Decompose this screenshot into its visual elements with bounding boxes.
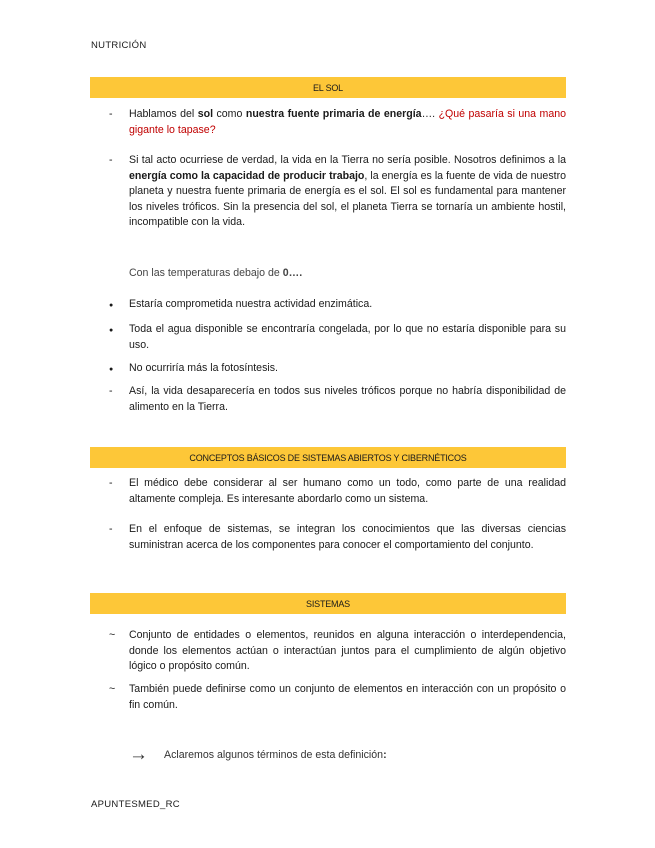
section-title-conceptos: CONCEPTOS BÁSICOS DE SISTEMAS ABIERTOS Y CIBERNÉTICOS (90, 447, 566, 468)
dash-marker: - (109, 477, 113, 489)
list-item (109, 522, 566, 553)
highlighted-question: ¿Qué pasaría si una mano gigante lo tapase? (129, 108, 567, 136)
list-item (109, 476, 566, 507)
item-text: También puede definirse como un conjunto de elementos en interacción con un propósito o fin común. (129, 683, 566, 711)
dash-marker: - (109, 154, 113, 166)
temperature-intro: Con las temperaturas debajo de 0…. (129, 267, 303, 279)
dash-marker: - (109, 108, 113, 120)
item-text: En el enfoque de sistemas, se integran los conocimientos que las diversas ciencias suministran acerca de los componentes para conocer el comportamiento del conjunto. (129, 523, 566, 551)
item-text: No ocurriría más la fotosíntesis. (129, 362, 278, 374)
item-text: El médico debe considerar al ser humano como un todo, como parte de una realidad altamente compleja. Es interesante abordarlo como un sistema. (129, 477, 566, 505)
list-item (109, 361, 566, 377)
tilde-marker: ~ (109, 683, 116, 695)
document-footer: APUNTESMED_RC (91, 799, 180, 810)
section-title-sistemas: SISTEMAS (90, 593, 566, 614)
item-text: Hablamos del sol como nuestra fuente primaria de energía…. ¿Qué pasaría si una mano gigante lo tapase? (129, 108, 567, 136)
bullet-marker: ● (109, 302, 114, 309)
list-item (109, 153, 566, 231)
dash-marker: - (109, 385, 113, 397)
dash-marker: - (109, 523, 113, 535)
list-item (109, 628, 566, 675)
item-text: Toda el agua disponible se encontraría congelada, por lo que no estaría disponible para su uso. (129, 323, 566, 351)
tilde-marker: ~ (109, 629, 116, 641)
item-text: Así, la vida desaparecería en todos sus niveles tróficos porque no habría disponibilidad de alimento en la Tierra. (129, 385, 566, 413)
item-text: Estaría comprometida nuestra actividad enzimática. (129, 298, 373, 310)
list-item (109, 384, 566, 415)
list-item (109, 682, 566, 713)
arrow-right-icon: → (129, 744, 148, 765)
document-header: NUTRICIÓN (91, 40, 147, 51)
item-text: Si tal acto ocurriese de verdad, la vida en la Tierra no sería posible. Nosotros definimos a la energía como la capacidad de producir trabajo, la energía es la fuente de vida de nuestro planeta y nuestra fuente primaria de energía es el sol. El sol es fundamental para mantener los niveles tróficos. Sin la presencia del sol, el planeta Tierra se tornaría un ambiente hostil, incompatible con la vida. (129, 154, 566, 228)
list-item (109, 107, 566, 138)
bullet-marker: ● (109, 366, 114, 373)
list-item (109, 322, 566, 353)
item-text: Conjunto de entidades o elementos, reunidos en alguna interacción o interdependencia, donde los elementos actúan o interactúan juntos para el cumplimiento de algún objetivo lógico o propósito común. (129, 629, 566, 672)
bullet-marker: ● (109, 327, 114, 334)
list-item (109, 297, 566, 313)
closing-line: → Aclaremos algunos términos de esta definición: (129, 744, 387, 765)
section-title-el-sol: EL SOL (90, 77, 566, 98)
